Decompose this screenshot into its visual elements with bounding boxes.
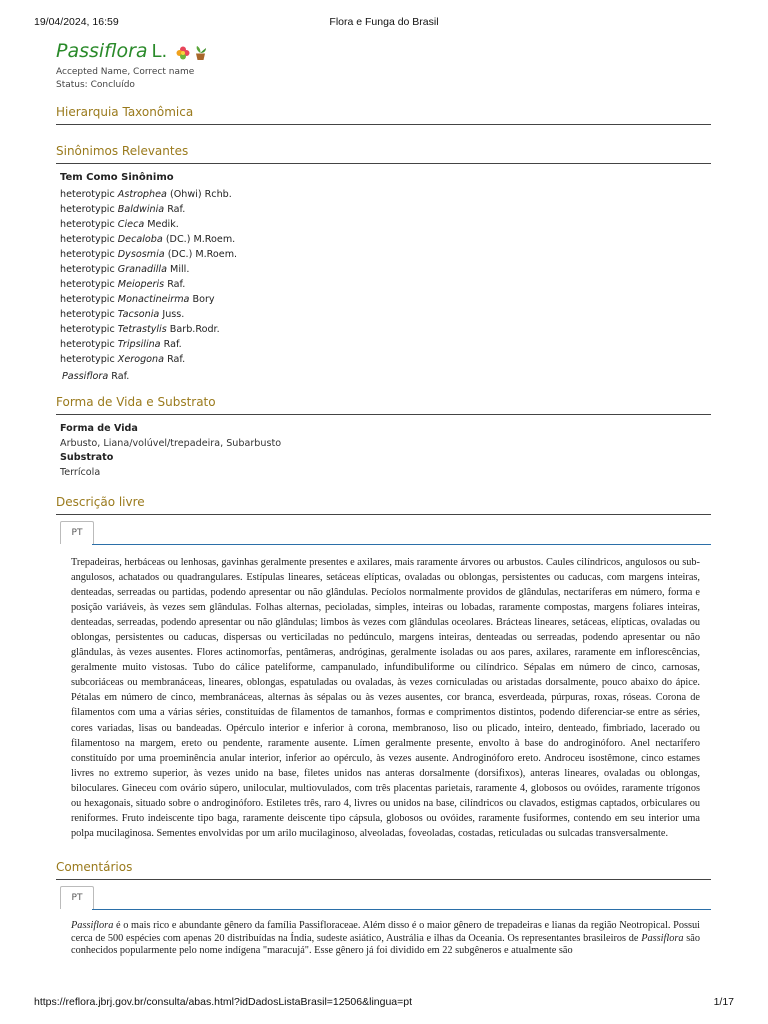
synonym-relation: heterotypic <box>60 324 115 335</box>
synonym-relation: heterotypic <box>60 339 115 350</box>
synonym-relation: heterotypic <box>60 204 115 215</box>
synonym-item <box>60 292 711 307</box>
synonym-relation: heterotypic <box>60 294 115 305</box>
description-tabs <box>56 521 711 545</box>
synonym-genus[interactable]: Monactineirma <box>117 294 190 305</box>
synonym-genus[interactable]: Granadilla <box>117 264 167 275</box>
comments-text-1: é o mais rico e abundante gênero da família Passifloraceae. Além disso é o maior gênero de trepadeiras e lianas da região Neotropical. Possui cerca de 500 espécies com apenas 20 distribuídas na Índia, sudeste asiático, Austrália e ilhas da Oceania. Os representantes brasileiros de <box>71 919 700 944</box>
synonym-relation: heterotypic <box>60 189 115 200</box>
basionym-author: Raf. <box>111 371 130 382</box>
synonym-relation: heterotypic <box>60 279 115 290</box>
comments-text <box>71 920 700 958</box>
comments-genus: Passiflora <box>71 919 114 931</box>
life-form-block <box>56 422 711 480</box>
synonym-author: (DC.) M.Roem. <box>165 234 236 245</box>
flower-icon <box>175 45 191 61</box>
synonym-genus[interactable]: Dysosmia <box>117 249 165 260</box>
synonym-item <box>60 307 711 322</box>
pot-plant-icon <box>194 45 207 61</box>
synonym-relation: heterotypic <box>60 249 115 260</box>
life-form-label: Forma de Vida <box>60 423 138 434</box>
synonym-item <box>60 262 711 277</box>
synonym-item <box>60 277 711 292</box>
tab-divider <box>92 909 711 910</box>
synonym-genus[interactable]: Astrophea <box>117 189 167 200</box>
synonym-author: Raf. <box>167 354 186 365</box>
review-status: Status: Concluído <box>56 79 135 90</box>
synonym-relation: heterotypic <box>60 234 115 245</box>
print-url: https://reflora.jbrj.gov.br/consulta/abas.html?idDadosListaBrasil=12506&lingua=pt <box>34 996 413 1008</box>
synonym-genus[interactable]: Decaloba <box>117 234 163 245</box>
synonym-item <box>60 202 711 217</box>
synonym-genus[interactable]: Xerogona <box>117 354 165 365</box>
synonym-relation: heterotypic <box>60 309 115 320</box>
synonym-author: (Ohwi) Rchb. <box>169 189 232 200</box>
taxon-title <box>56 40 711 66</box>
taxon-page <box>56 40 711 958</box>
synonym-relation: heterotypic <box>60 219 115 230</box>
synonym-item <box>60 187 711 202</box>
tab-pt[interactable]: PT <box>60 521 94 544</box>
synonym-genus[interactable]: Baldwinia <box>117 204 165 215</box>
comments-text-2: são conhecidos popularmente pelo nome indígena "maracujá". Esse gênero já foi dividido em 22 subgêneros e atualmente são <box>71 932 700 957</box>
section-hierarchy[interactable]: Hierarquia Taxonômica <box>56 105 711 125</box>
synonyms-heading: Tem Como Sinônimo <box>60 172 174 183</box>
synonym-relation: heterotypic <box>60 354 115 365</box>
synonym-item <box>60 232 711 247</box>
section-synonyms[interactable]: Sinônimos Relevantes <box>56 144 711 164</box>
synonym-author: Barb.Rodr. <box>169 324 220 335</box>
section-comments[interactable]: Comentários <box>56 860 711 880</box>
synonym-item <box>60 352 711 367</box>
synonym-genus[interactable]: Tacsonia <box>117 309 160 320</box>
description-text: Trepadeiras, herbáceas ou lenhosas, gavinhas geralmente presentes e axilares, mais raramente árvores ou arbustos. Caules cilíndricos, angulosos ou sub-angulosos, achatados ou quadrangulares. Estípulas lineares, setáceas elípticas, ovaladas ou oblongas, persistentes ou caducas, com margens inteiras, denteadas, serreadas ou partidas, podendo apresentar ou não glândulas. Pecíolos normalmente providos de glândulas, nectaríferas em número, forma e posição variáveis, às vezes sem glândulas. Folhas alternas, pecioladas, simples, inteiras ou lobadas, raramente compostas, margens foliares inteiras, denteadas, serreadas, podendo apresentar ou não glândulas; limbos às vezes com glândulas oceolares. Brácteas lineares, setáceas, elípticas, ovaladas ou oblongas, persistentes ou caducas, dispersas ou verticiladas no pedúnculo, margens inteiras, denteadas ou serreadas, podendo apresentar ou não glândulas, às vezes ausentes. Flores actinomorfas, pentâmeras, andróginas, geralmente isoladas ou aos pares, axilares, raramente em inflorescências, geralmente muito vistosas. Tubo do cálice pateliforme, campanulado, infundibuliforme ou cilíndrico. Sépalas em número de cinco, carnosas, subcoriáceas ou membranáceas, lineares, oblongas, espatuladas ou ovaladas, às vezes corniculadas ou aristadas dorsalmente, pouco abaixo do ápice. Pétalas em número de cinco, membranáceas, alternas às sépalas ou às vezes ausentes, cor branca, esverdeada, púrpuras, roxas, róseas. Corona de filamentos com uma a várias séries, constituídas de filamentos de tamanhos, formas e comprimentos distintos, podendo diferenciar-se entre as séries, cores variadas, lisas ou bandeadas. Opérculo interior e inferior à corona, membranoso, liso ou plicado, inteiro, denteado, fimbriado, lacerado ou filamentoso na margem, ereto ou pendente, raramente ausente. Límen geralmente presente, envolto à base do androginóforo. Anel nectarífero constituído por uma proeminência anular interior, inferior ao opérculo, às vezes ausente. Androginóforo ereto. Androceu isostêmone, cinco estames livres no extremo superior, às vezes unido na base, filetes unidos nas anteras dorsalmente (dorsifixos), anteras lineares, ovaladas ou oblongas, biloculares. Gineceu com ovário súpero, unilocular, multiovulados, com três placentas parietais, raramente 4, globosos ou ovóides, raramente trígonos ou hexagonais, situado sobre o androginóforo. Estiletes três, raro 4, livres ou unidos na base, cilíndricos ou clavados, estigmas captados, orbiculares ou reniformes. Fruto indeiscente tipo baga, raramente deiscente tipo cápsula, globosos ou ovóides, raramente fusiformes, contendo em seu interior uma polpa mucilaginosa. Sementes envolvidas por um arilo mucilaginoso, alveoladas, foveoladas, costadas, reticuladas ou sulcadas transversalmente. <box>71 557 700 839</box>
synonym-item <box>60 337 711 352</box>
synonym-item <box>60 217 711 232</box>
name-status: Accepted Name, Correct name <box>56 67 195 77</box>
section-life-form[interactable]: Forma de Vida e Substrato <box>56 395 711 415</box>
synonym-author: Raf. <box>163 339 182 350</box>
synonym-genus[interactable]: Tripsilina <box>117 339 161 350</box>
synonym-author: Medik. <box>147 219 179 230</box>
synonym-genus[interactable]: Meioperis <box>117 279 165 290</box>
synonym-genus[interactable]: Tetrastylis <box>117 324 167 335</box>
taxon-icons <box>175 45 207 61</box>
life-form-value: Arbusto, Liana/volúvel/trepadeira, Subarbusto <box>60 438 282 449</box>
comments-genus-2: Passiflora <box>641 932 684 944</box>
print-page-number: 1/17 <box>713 996 734 1008</box>
print-page-title: Flora e Funga do Brasil <box>329 16 439 28</box>
substrate-label: Substrato <box>60 452 114 463</box>
basionym-genus[interactable]: Passiflora <box>62 371 109 382</box>
synonym-author: Mill. <box>170 264 190 275</box>
taxon-author: L. <box>151 41 168 62</box>
synonym-author: (DC.) M.Roem. <box>167 249 238 260</box>
synonym-item <box>60 247 711 262</box>
tab-divider <box>92 544 711 545</box>
synonym-relation: heterotypic <box>60 264 115 275</box>
taxon-genus: Passiflora <box>56 40 148 62</box>
substrate-value: Terrícola <box>60 467 101 478</box>
synonym-author: Juss. <box>162 309 185 320</box>
synonym-genus[interactable]: Cieca <box>117 219 145 230</box>
print-footer <box>34 996 734 1010</box>
print-datetime: 19/04/2024, 16:59 <box>34 16 119 28</box>
synonym-author: Raf. <box>167 204 186 215</box>
print-header <box>34 16 734 30</box>
section-description[interactable]: Descrição livre <box>56 495 711 515</box>
tab-pt-comments[interactable]: PT <box>60 886 94 909</box>
synonym-author: Bory <box>192 294 215 305</box>
basionym <box>62 371 711 382</box>
synonym-list <box>56 187 711 367</box>
synonym-item <box>60 322 711 337</box>
comments-tabs <box>56 886 711 910</box>
synonym-author: Raf. <box>167 279 186 290</box>
